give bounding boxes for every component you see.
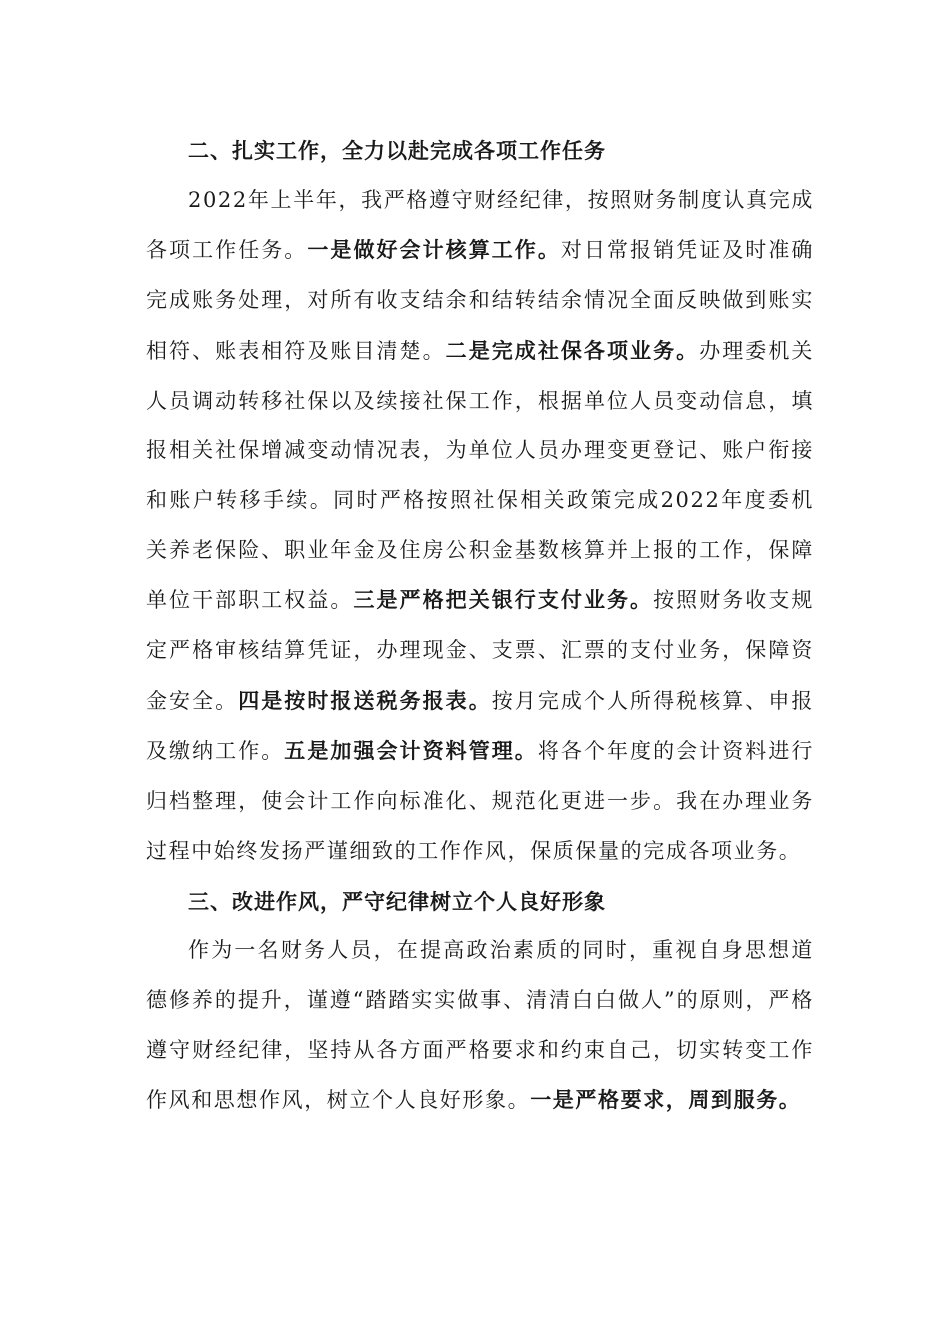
bold-point-1: 一是严格要求，周到服务。 <box>530 1087 802 1113</box>
bold-point-5: 五是加强会计资料管理。 <box>284 738 538 764</box>
paragraph-financial-work <box>146 176 814 877</box>
paragraph-text: 将各个年度的会计资料进行归档整理，使会计工作向标准化、规范化更进一步。我在办理业务过程中始终发扬严谨细致的工作作风，保质保量的完成各项业务。 <box>146 739 814 863</box>
paragraph-text: 作为一名财务人员，在提高政治素质的同时，重视自身思想道德修养的提升，谨遵“踏踏实实做事、清清白白做人”的原则，严格遵守财经纪律，坚持从各方面严格要求和约束自己，切实转变工作作风和思想作风，树立个人良好形象。 <box>146 938 814 1113</box>
bold-point-4: 四是按时报送税务报表。 <box>238 687 492 713</box>
paragraph-text: 按月完成个人所得税核算、申报及缴纳工作。 <box>146 688 814 764</box>
bold-point-3: 三是严格把关银行支付业务。 <box>353 587 654 613</box>
section-heading-3: 三、改进作风，严守纪律树立个人良好形象 <box>188 888 606 914</box>
paragraph-text: 办理委机关人员调动转移社保以及续接社保工作，根据单位人员变动信息，填报相关社保增减变动情况表，为单位人员办理变更登记、账户衔接和账户转移手续。同时严格按照社保相关政策完成2022年度委机关养老保险、职业年金及住房公积金基数核算并上报的工作，保障单位干部职工权益。 <box>146 338 814 613</box>
bold-point-2: 二是完成社保各项业务。 <box>445 337 700 363</box>
paragraph-text: 按照财务收支规定严格审核结算凭证，办理现金、支票、汇票的支付业务，保障资金安全。 <box>146 588 814 713</box>
document-body <box>146 126 814 1126</box>
paragraph-text: 2022年上半年，我严格遵守财经纪律，按照财务制度认真完成各项工作任务。 <box>146 187 814 263</box>
section-heading-2: 二、扎实工作，全力以赴完成各项工作任务 <box>188 138 606 163</box>
paragraph-work-style <box>146 926 814 1126</box>
paragraph-text: 对日常报销凭证及时准确完成账务处理，对所有收支结余和结转结余情况全面反映做到账实相符、账表相符及账目清楚。 <box>146 238 814 363</box>
bold-point-1: 一是做好会计核算工作。 <box>307 237 561 263</box>
